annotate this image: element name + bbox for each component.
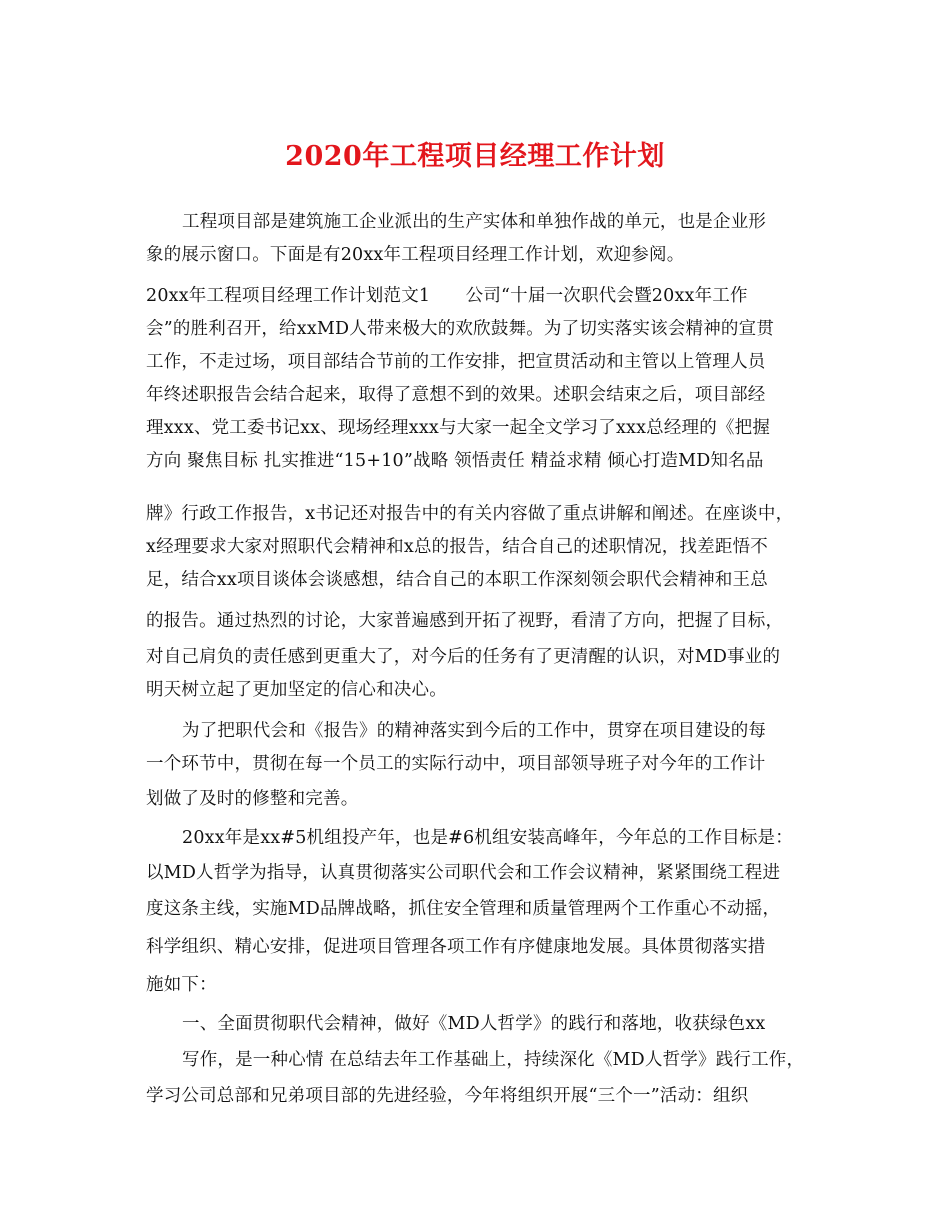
text-line-5: 工作，不走过场，项目部结合节前的工作安排，把宣贯活动和主管以上管理人员: [146, 352, 766, 372]
text-line-7: 理xxx、党工委书记xx、现场经理xxx与大家一起全文学习了xxx总经理的《把握: [146, 418, 771, 438]
text-line-16: 一个环节中，贯彻在每一个员工的实际行动中，项目部领导班子对今年的工作计: [146, 754, 766, 774]
text-line-22: 施如下：: [146, 975, 217, 995]
text-line-1: 工程项目部是建筑施工企业派出的生产实体和单独作战的单元，也是企业形: [182, 212, 767, 232]
text-line-18: 20xx年是xx#5机组投产年，也是#6机组安装高峰年，今年总的工作目标是：: [182, 828, 793, 848]
text-line-17: 划做了及时的修整和完善。: [146, 789, 359, 809]
text-line-24: 写作，是一种心情 在总结去年工作基础上，持续深化《MD人哲学》践行工作，: [182, 1050, 805, 1070]
text-line-14: 明天树立起了更加坚定的信心和决心。: [146, 680, 447, 700]
text-line-3: 20xx年工程项目经理工作计划范文1 公司“十届一次职代会暨20xx年工作: [146, 286, 748, 306]
text-line-20: 度这条主线，实施MD品牌战略，抓住安全管理和质量管理两个工作重心不动摇，: [146, 899, 781, 919]
text-line-2: 象的展示窗口。下面是有20xx年工程项目经理工作计划，欢迎参阅。: [146, 245, 685, 265]
text-line-11: 足，结合xx项目谈体会谈感想，结合自己的本职工作深刻领会职代会精神和王总: [146, 570, 768, 590]
text-line-21: 科学组织、精心安排，促进项目管理各项工作有序健康地发展。具体贯彻落实措: [146, 937, 766, 957]
text-line-10: x经理要求大家对照职代会精神和x总的报告，结合自己的述职情况，找差距悟不: [146, 537, 768, 557]
text-line-19: 以MD人哲学为指导，认真贯彻落实公司职代会和工作会议精神，紧紧围绕工程进: [146, 863, 781, 883]
text-line-13: 对自己肩负的责任感到更重大了，对今后的任务有了更清醒的认识，对MD事业的: [146, 647, 781, 667]
text-line-25: 学习公司总部和兄弟项目部的先进经验，今年将组织开展“三个一”活动：组织: [146, 1086, 749, 1106]
text-line-12: 的报告。通过热烈的讨论，大家普遍感到开拓了视野，看清了方向，把握了目标，: [146, 611, 784, 631]
text-line-15: 为了把职代会和《报告》的精神落实到今后的工作中，贯穿在项目建设的每: [182, 721, 767, 741]
text-line-6: 年终述职报告会结合起来，取得了意想不到的效果。述职会结束之后，项目部经: [146, 385, 766, 405]
document-title: 2020年工程项目经理工作计划: [285, 141, 665, 172]
text-line-4: 会”的胜利召开，给xxMD人带来极大的欢欣鼓舞。为了切实落实该会精神的宣贯: [146, 319, 775, 339]
text-line-8: 方向 聚焦目标 扎实推进“15+10”战略 领悟责任 精益求精 倾心打造MD知名品: [146, 451, 764, 471]
text-line-9: 牌》行政工作报告，x书记还对报告中的有关内容做了重点讲解和阐述。在座谈中，: [146, 504, 794, 524]
text-line-23: 一、全面贯彻职代会精神，做好《MD人哲学》的践行和落地，收获绿色xx: [182, 1014, 766, 1034]
